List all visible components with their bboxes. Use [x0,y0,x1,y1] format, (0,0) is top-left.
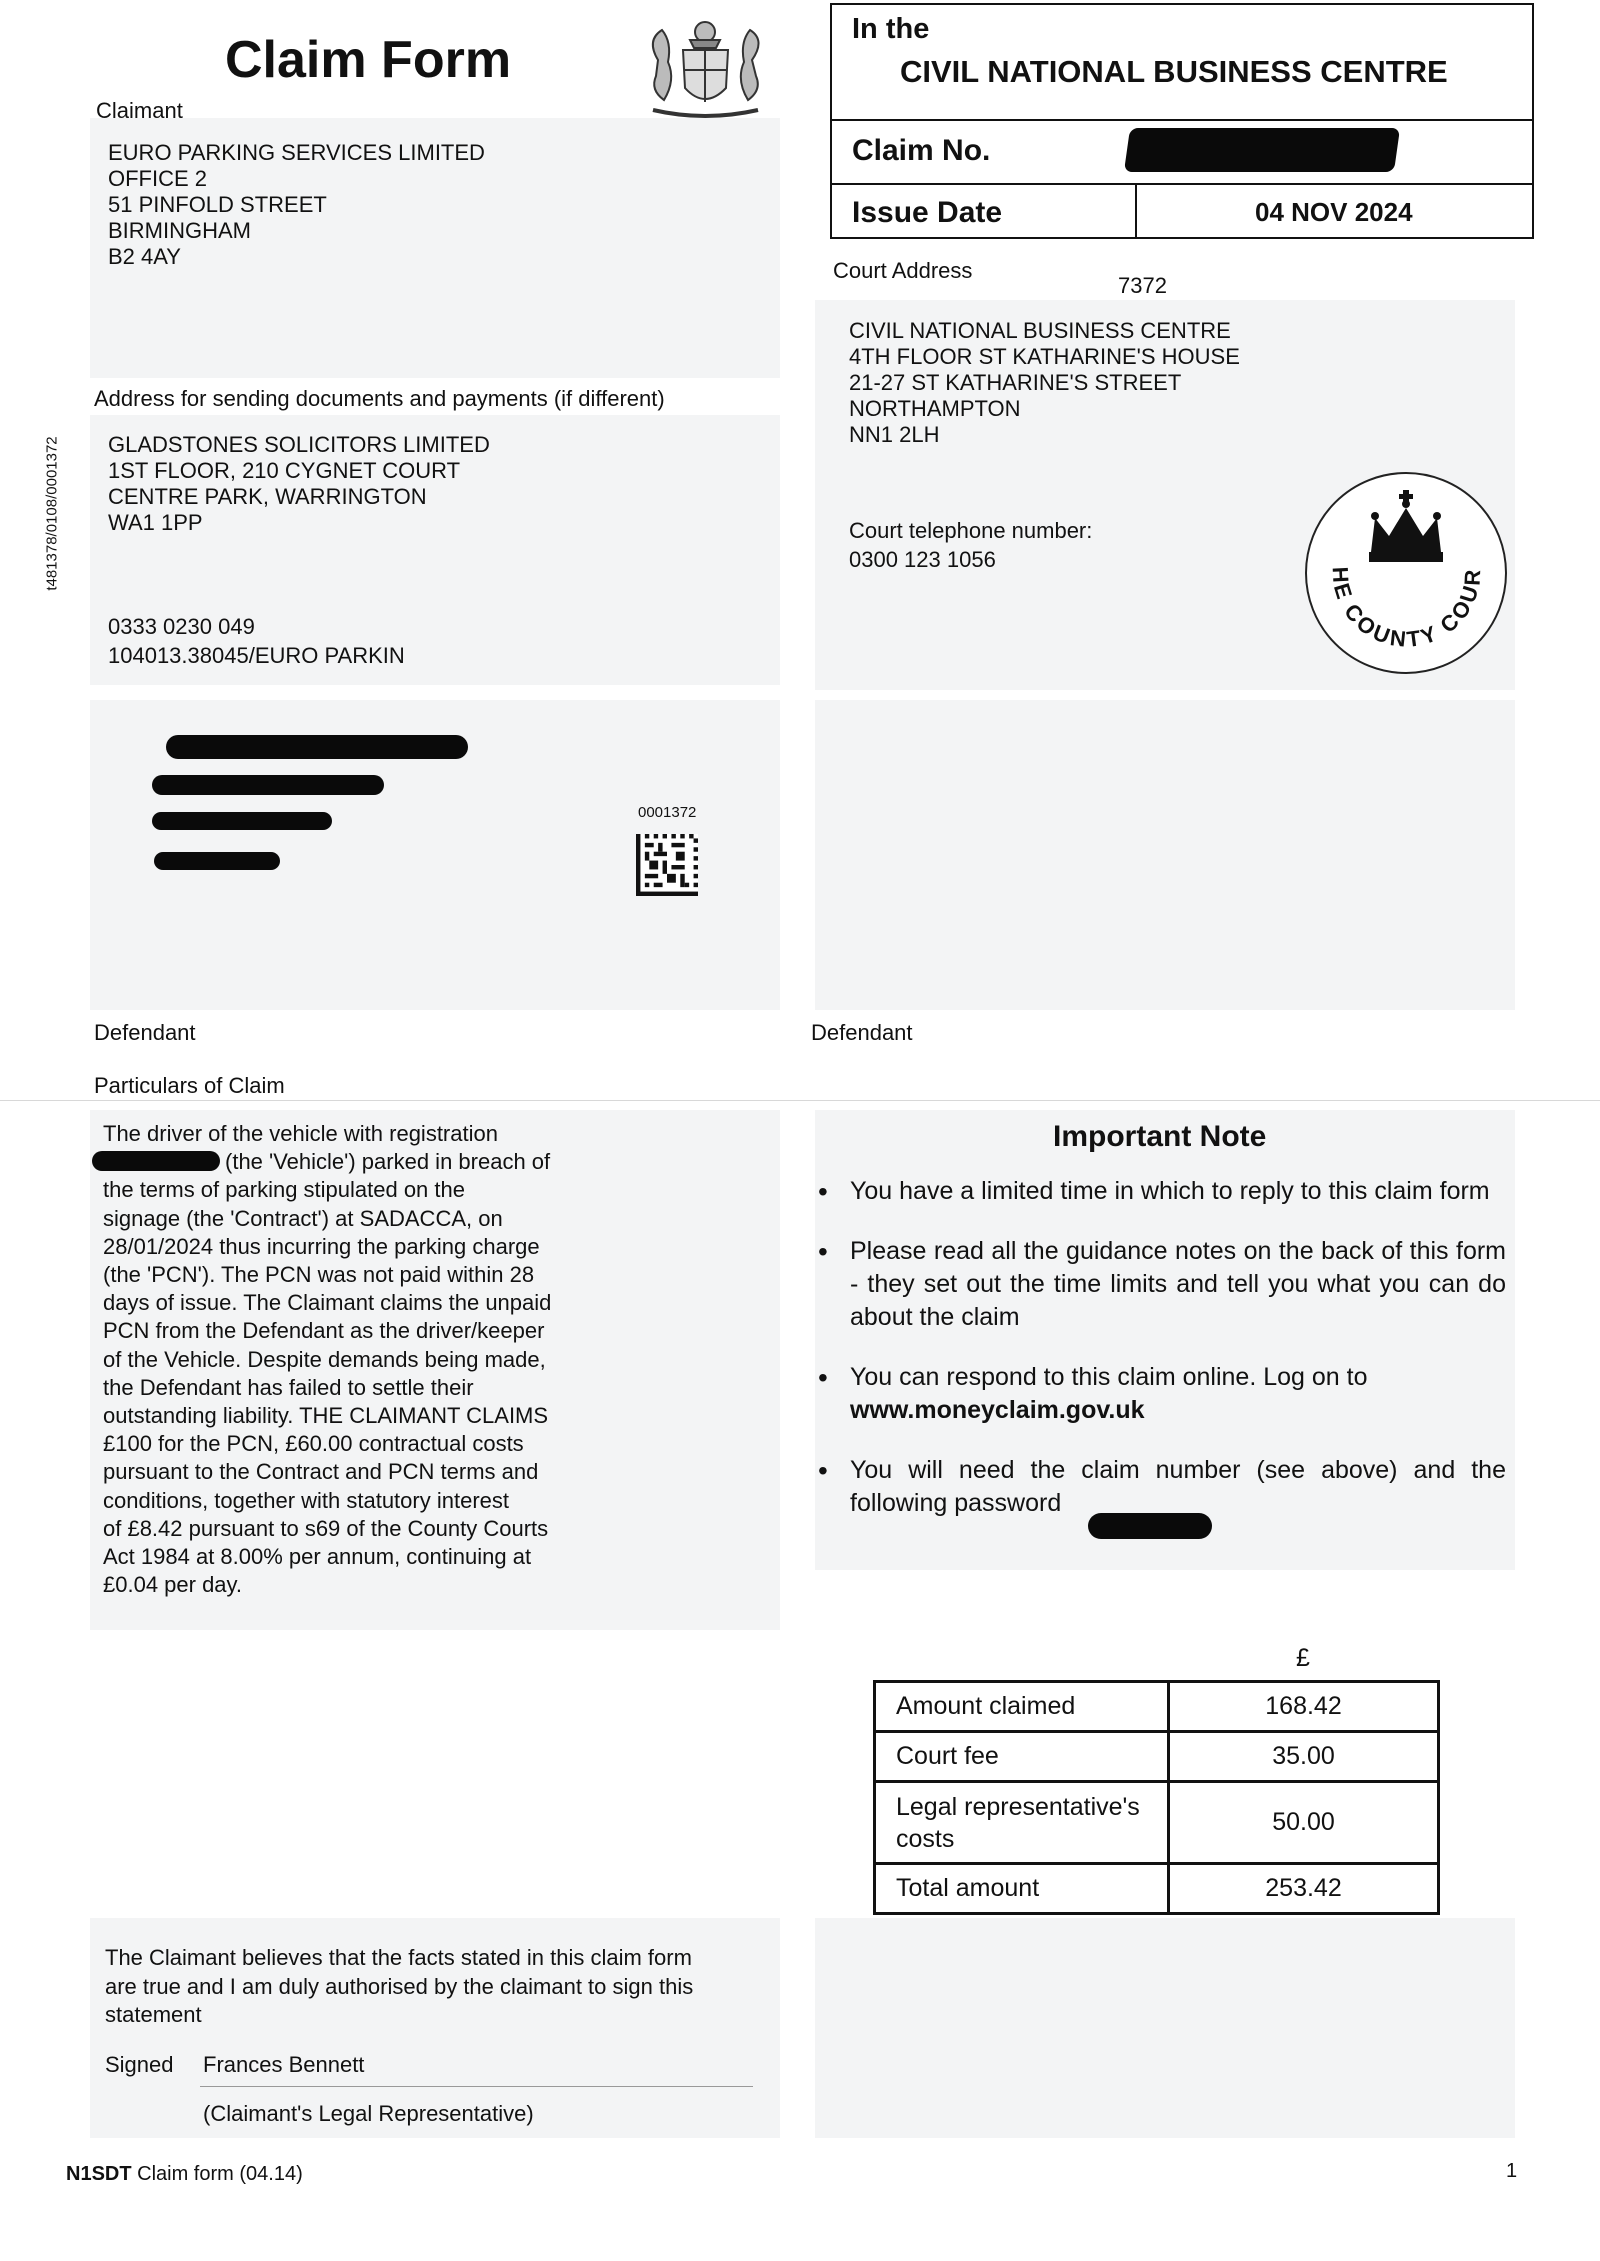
table-row [875,1782,1439,1864]
signatory-role: (Claimant's Legal Representative) [203,2101,534,2126]
claimant-address [108,140,485,270]
legal-costs-label-line: Legal representative's [896,1792,1140,1821]
particulars-line: 28/01/2024 thus incurring the parking charge [103,1233,540,1259]
issue-date-divider [1135,183,1137,239]
documents-address-label: Address for sending documents and payments (if different) [94,386,665,411]
note-text: You have a limited time in which to reply to this claim form [850,1177,1490,1205]
particulars-line: signage (the 'Contract') at SADACCA, on [103,1205,503,1231]
court-fee-value: 35.00 [1169,1732,1439,1782]
signature-line [200,2086,753,2087]
note-item [816,1235,1506,1334]
particulars-line: of the Vehicle. Despite demands being made, [103,1346,546,1372]
legal-costs-value: 50.00 [1169,1782,1439,1864]
defendant-label: Defendant [94,1020,196,1045]
note-item [816,1361,1506,1427]
issue-date-label: Issue Date [852,196,1003,229]
legal-costs-label-line: costs [896,1824,955,1853]
particulars-line: outstanding liability. THE CLAIMANT CLAIMS [103,1403,549,1429]
particulars-line: The driver of the vehicle with registration [103,1121,498,1146]
court-address-label: Court Address [833,258,973,283]
particulars-line: days of issue. The Claimant claims the unpaid [103,1290,552,1316]
court-name: CIVIL NATIONAL BUSINESS CENTRE [900,54,1448,89]
address-line: BIRMINGHAM [108,218,251,243]
particulars-label: Particulars of Claim [94,1073,285,1098]
defendant-address-redaction [152,812,332,830]
court-telephone-label: Court telephone number: [849,518,1093,543]
particulars-line: the Defendant has failed to settle their [103,1374,474,1400]
claim-number-redaction [1124,128,1400,172]
table-row [875,1732,1439,1782]
court-telephone: 0300 123 1056 [849,547,996,572]
right-defendant-panel [815,700,1515,1010]
note-item [816,1454,1506,1520]
particulars-line: Act 1984 at 8.00% per annum, continuing at [103,1544,532,1570]
note-text: Please read all the guidance notes on the back of this form - they set out the time limits and tell you what you can do about the claim [850,1237,1506,1331]
note-text: You can respond to this claim online. Log on to [850,1363,1368,1391]
particulars-line: conditions, together with statutory interest [103,1487,509,1513]
form-name: Claim form (04.14) [137,2163,303,2185]
court-address-line: NORTHAMPTON [849,396,1021,421]
court-fee-label: Court fee [875,1732,1169,1782]
court-code: 7372 [1118,273,1167,298]
documents-address-line: GLADSTONES SOLICITORS LIMITED [108,432,490,457]
county-court-seal [1303,470,1510,677]
table-row [875,1864,1439,1914]
court-address-line: CIVIL NATIONAL BUSINESS CENTRE [849,318,1231,343]
particulars-line: the terms of parking stipulated on the [103,1177,465,1203]
password-redaction [1088,1513,1212,1539]
particulars-line: PCN from the Defendant as the driver/keeper [103,1318,545,1344]
documents-phone: 0333 0230 049 [108,614,255,639]
claimant-label: Claimant [96,98,183,123]
barcode-number: 0001372 [638,804,697,821]
currency-symbol: £ [1296,1644,1310,1672]
amount-panel [815,1918,1515,2138]
form-code [66,2163,303,2186]
important-note-title: Important Note [1053,1120,1267,1153]
datamatrix-barcode-icon [636,834,698,896]
in-the-label: In the [852,13,930,45]
defendant-address-redaction [154,852,280,870]
form-code-bold: N1SDT [66,2163,132,2185]
coat-of-arms-icon [628,10,783,122]
moneyclaim-link[interactable]: www.moneyclaim.gov.uk [850,1396,1145,1424]
particulars-line: (the 'Vehicle') parked in breach of [225,1149,551,1175]
issue-date-value: 04 NOV 2024 [1255,197,1413,227]
amount-claimed-label: Amount claimed [875,1682,1169,1732]
documents-address-line: CENTRE PARK, WARRINGTON [108,484,427,509]
court-address-lines [849,318,1240,448]
particulars-line: £100 for the PCN, £60.00 contractual costs [103,1431,524,1457]
statement-line: The Claimant believes that the facts stated in this claim form [105,1945,692,1970]
legal-costs-label [875,1782,1169,1864]
side-reference: t481378/0108/0001372 [43,436,61,591]
court-address-line: 4TH FLOOR ST KATHARINE'S HOUSE [849,344,1240,369]
seal-text: HE COUNTY COUR [1327,566,1486,653]
address-line: B2 4AY [108,244,181,269]
fold-line [0,1100,1600,1101]
documents-reference: 104013.38045/EURO PARKIN [108,643,405,668]
particulars-line: (the 'PCN'). The PCN was not paid within 28 [103,1262,535,1288]
defendant-address-redaction [166,735,468,759]
statement-of-truth [105,1944,693,2030]
page-number: 1 [1506,2160,1518,2182]
claim-no-label: Claim No. [852,134,991,167]
defendant-address-redaction [152,775,384,795]
table-row [875,1682,1439,1732]
registration-redaction [92,1151,220,1171]
important-note-list [816,1175,1506,1547]
statement-line: statement [105,2002,202,2027]
court-address-line: NN1 2LH [849,422,940,447]
particulars-text [103,1120,551,1599]
documents-address [108,432,490,536]
note-text: You will need the claim number (see above) and the following password [850,1456,1506,1517]
defendant-label-right: Defendant [811,1020,913,1045]
address-line: OFFICE 2 [108,166,208,191]
amounts-table [873,1680,1440,1915]
total-amount-label: Total amount [875,1864,1169,1914]
particulars-line: of £8.42 pursuant to s69 of the County Courts [103,1515,549,1541]
court-address-line: 21-27 ST KATHARINE'S STREET [849,370,1182,395]
documents-address-line: 1ST FLOOR, 210 CYGNET COURT [108,458,461,483]
documents-address-line: WA1 1PP [108,510,203,535]
signed-label: Signed [105,2052,174,2077]
statement-line: are true and I am duly authorised by the claimant to sign this [105,1973,694,1999]
amount-claimed-value: 168.42 [1169,1682,1439,1732]
particulars-line: pursuant to the Contract and PCN terms and [103,1459,539,1485]
address-line: EURO PARKING SERVICES LIMITED [108,140,485,165]
note-item [816,1175,1506,1208]
signatory-name: Frances Bennett [203,2052,365,2077]
page-title: Claim Form [225,31,512,89]
address-line: 51 PINFOLD STREET [108,192,327,217]
total-amount-value: 253.42 [1169,1864,1439,1914]
particulars-line: £0.04 per day. [103,1572,243,1598]
